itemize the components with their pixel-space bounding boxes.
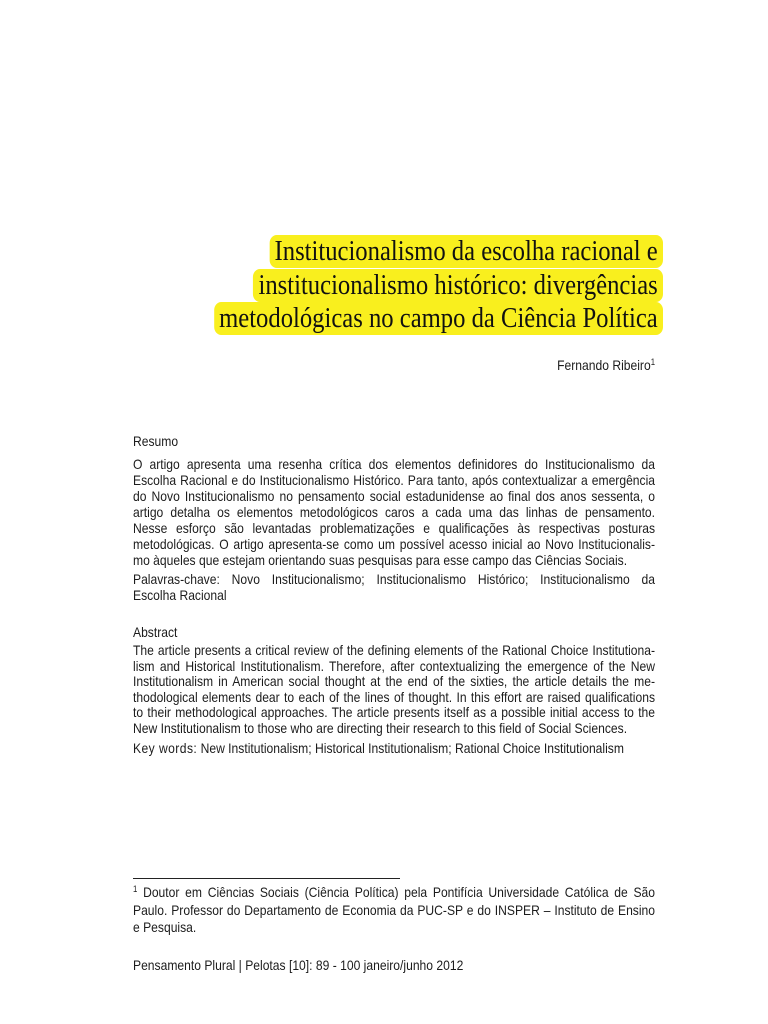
palavras-chave-line: Escolha Racional bbox=[133, 587, 227, 603]
footnote-line: Paulo. Professor do Departamento de Economia da PUC-SP e do INSPER – Instituto de Ensino bbox=[133, 901, 656, 918]
abstract-paragraph bbox=[133, 643, 655, 737]
title-line-1-text: Institucionalismo da escolha racional e bbox=[269, 235, 663, 268]
resumo-line: do Novo Institucionalismo no pensamento social estadunidense ao final dos anos sessenta, o bbox=[133, 488, 656, 504]
author-name: Fernando Ribeiro bbox=[557, 357, 651, 373]
title-line-2-text: institucionalismo histórico: divergências bbox=[253, 269, 663, 302]
abstract-line: lism and Historical Institutionalism. Therefore, after contextualizing the emergence of the New bbox=[133, 657, 656, 674]
footnote-line-text: Doutor em Ciências Sociais (Ciência Política) pela Pontifícia Universidade Católica de São bbox=[143, 884, 656, 900]
resumo-line: Nesse esforço são levantadas problematizações e qualificações às respectivas posturas bbox=[133, 520, 656, 536]
footnote-line: e Pesquisa. bbox=[133, 919, 197, 935]
abstract-line: thodological elements dear to each of the lines of thought. In this effort are raised qualifications bbox=[133, 688, 656, 705]
abstract-line: to their methodological approaches. The article presents itself as a possible initial access to the bbox=[133, 704, 656, 721]
text-column bbox=[133, 0, 655, 1024]
resumo-line: mo àqueles que estejam orientando suas pesquisas para esse campo das Ciências Sociais. bbox=[133, 552, 628, 568]
journal-citation: Pensamento Plural | Pelotas [10]: 89 - 100 janeiro/junho 2012 bbox=[133, 957, 464, 973]
abstract-heading-block bbox=[133, 624, 655, 640]
key-words-label: Key words: bbox=[133, 740, 198, 756]
footnote-line bbox=[133, 884, 655, 902]
footnote-separator bbox=[133, 878, 400, 879]
resumo-heading-block bbox=[133, 433, 655, 449]
palavras-chave bbox=[133, 571, 655, 603]
footnote-mark: 1 bbox=[133, 884, 138, 894]
resumo-paragraph bbox=[133, 456, 655, 568]
abstract-line: New Institutionalism to those who are directing their research to this field of Social Sciences. bbox=[133, 719, 628, 736]
abstract-line: The article presents a critical review of the defining elements of the Rational Choice Institutiona- bbox=[133, 642, 656, 658]
resumo-line: Escolha Racional e do Institucionalismo Histórico. Para tanto, após contextualizar a emergência bbox=[133, 472, 656, 488]
key-words-line bbox=[133, 740, 655, 756]
key-words-values: New Institutionalism; Historical Institutionalism; Rational Choice Institutionalism bbox=[200, 740, 624, 756]
author-line bbox=[133, 357, 655, 373]
title-line-3-text: metodológicas no campo da Ciência Política bbox=[214, 302, 663, 335]
resumo-line: artigo detalha os elementos metodológicos caros a cada uma das linhas de pensamento. bbox=[133, 504, 656, 520]
abstract-heading: Abstract bbox=[133, 624, 178, 640]
abstract-line: Institutionalism in American social thought at the end of the sixties, the article details the me- bbox=[133, 673, 656, 690]
resumo-line: metodológicas. O artigo apresenta-se como um possível acesso inicial ao Novo Institucionalis- bbox=[133, 536, 656, 552]
author-footnote-mark: 1 bbox=[650, 357, 656, 367]
resumo-heading: Resumo bbox=[133, 433, 179, 449]
page-footer bbox=[133, 957, 655, 973]
footnote bbox=[133, 884, 655, 937]
key-words bbox=[133, 740, 655, 756]
resumo-line: O artigo apresenta uma resenha crítica dos elementos definidores do Institucionalismo da bbox=[133, 456, 656, 472]
palavras-chave-line: Palavras-chave: Novo Institucionalismo; Institucionalismo Histórico; Institucionalismo da bbox=[133, 571, 656, 587]
